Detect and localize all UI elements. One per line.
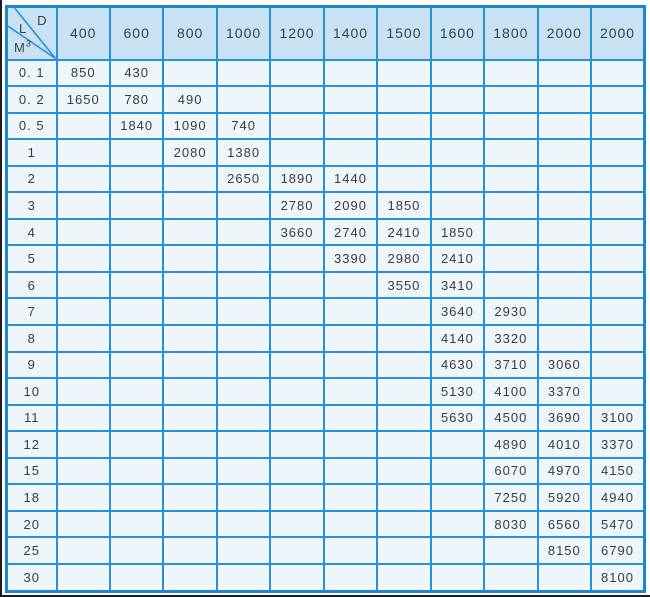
table-cell: 1380 bbox=[217, 139, 270, 166]
table-row bbox=[7, 352, 645, 379]
table-cell bbox=[431, 86, 484, 113]
table-cell bbox=[57, 537, 110, 564]
table-cell: 2410 bbox=[431, 245, 484, 272]
table-cell bbox=[324, 298, 377, 325]
table-cell bbox=[270, 352, 323, 379]
table-row bbox=[7, 60, 645, 87]
table-cell bbox=[377, 431, 430, 458]
row-header: 20 bbox=[7, 511, 57, 538]
row-header: 30 bbox=[7, 564, 57, 592]
table-row bbox=[7, 298, 645, 325]
table-cell: 3690 bbox=[538, 405, 591, 432]
table-cell: 3100 bbox=[591, 405, 644, 432]
table-row bbox=[7, 564, 645, 592]
table-cell: 3390 bbox=[324, 245, 377, 272]
table-cell bbox=[217, 378, 270, 405]
table-cell bbox=[163, 511, 216, 538]
table-cell bbox=[163, 245, 216, 272]
table-cell bbox=[110, 352, 163, 379]
table-cell: 2410 bbox=[377, 219, 430, 246]
table-cell bbox=[591, 192, 644, 219]
table-cell bbox=[163, 325, 216, 352]
table-cell bbox=[377, 458, 430, 485]
table-cell bbox=[377, 298, 430, 325]
table-row bbox=[7, 166, 645, 193]
capacity-table bbox=[5, 5, 646, 593]
table-cell bbox=[217, 219, 270, 246]
table-cell bbox=[270, 484, 323, 511]
table-cell bbox=[217, 537, 270, 564]
table-cell: 4140 bbox=[431, 325, 484, 352]
table-cell bbox=[324, 458, 377, 485]
table-cell bbox=[591, 113, 644, 140]
table-cell: 4630 bbox=[431, 352, 484, 379]
table-cell bbox=[484, 192, 537, 219]
table-cell bbox=[591, 166, 644, 193]
table-cell: 1440 bbox=[324, 166, 377, 193]
table-cell bbox=[270, 60, 323, 87]
table-cell bbox=[57, 458, 110, 485]
table-cell: 2740 bbox=[324, 219, 377, 246]
table-row bbox=[7, 405, 645, 432]
row-header: 0. 1 bbox=[7, 60, 57, 87]
table-cell bbox=[538, 139, 591, 166]
table-cell bbox=[591, 378, 644, 405]
table-cell bbox=[484, 245, 537, 272]
table-row bbox=[7, 378, 645, 405]
table-cell bbox=[217, 405, 270, 432]
table-cell bbox=[377, 113, 430, 140]
table-row bbox=[7, 537, 645, 564]
table-cell bbox=[217, 511, 270, 538]
table-cell bbox=[324, 325, 377, 352]
table-cell bbox=[324, 272, 377, 299]
table-cell: 3370 bbox=[591, 431, 644, 458]
table-cell: 3550 bbox=[377, 272, 430, 299]
table-cell bbox=[217, 60, 270, 87]
table-cell bbox=[431, 537, 484, 564]
table-cell bbox=[484, 537, 537, 564]
table-cell: 3370 bbox=[538, 378, 591, 405]
row-header: 8 bbox=[7, 325, 57, 352]
row-header: 15 bbox=[7, 458, 57, 485]
table-cell bbox=[270, 458, 323, 485]
table-cell bbox=[57, 272, 110, 299]
table-cell bbox=[110, 511, 163, 538]
table-cell bbox=[270, 113, 323, 140]
table-cell: 6790 bbox=[591, 537, 644, 564]
table-cell bbox=[163, 537, 216, 564]
table-cell bbox=[217, 245, 270, 272]
table-cell bbox=[270, 298, 323, 325]
table-cell bbox=[431, 113, 484, 140]
table-cell: 4150 bbox=[591, 458, 644, 485]
table-cell bbox=[484, 113, 537, 140]
table-cell bbox=[163, 378, 216, 405]
table-row bbox=[7, 139, 645, 166]
table-cell bbox=[324, 378, 377, 405]
table-cell bbox=[110, 537, 163, 564]
table-cell bbox=[591, 86, 644, 113]
table-cell bbox=[57, 564, 110, 592]
table-cell bbox=[538, 86, 591, 113]
table-cell bbox=[57, 511, 110, 538]
table-cell bbox=[110, 139, 163, 166]
table-cell: 2080 bbox=[163, 139, 216, 166]
table-cell bbox=[484, 166, 537, 193]
table-cell bbox=[57, 219, 110, 246]
table-cell bbox=[377, 352, 430, 379]
table-cell bbox=[163, 298, 216, 325]
table-cell bbox=[110, 219, 163, 246]
table-cell bbox=[591, 60, 644, 87]
table-cell bbox=[270, 537, 323, 564]
table-row bbox=[7, 86, 645, 113]
table-cell bbox=[377, 378, 430, 405]
table-row bbox=[7, 325, 645, 352]
row-header: 25 bbox=[7, 537, 57, 564]
table-cell: 3410 bbox=[431, 272, 484, 299]
table-cell: 2090 bbox=[324, 192, 377, 219]
table-cell bbox=[484, 86, 537, 113]
row-header: 0. 5 bbox=[7, 113, 57, 140]
corner-label-m3: $M^3$ bbox=[14, 38, 32, 55]
table-cell bbox=[484, 564, 537, 592]
table-cell bbox=[270, 139, 323, 166]
table-cell bbox=[217, 431, 270, 458]
table-cell: 1850 bbox=[431, 219, 484, 246]
table-cell bbox=[538, 166, 591, 193]
table-cell: 6560 bbox=[538, 511, 591, 538]
column-header: 400 bbox=[57, 7, 110, 60]
table-cell bbox=[538, 564, 591, 592]
table-row bbox=[7, 272, 645, 299]
column-header: 1000 bbox=[217, 7, 270, 60]
table-cell bbox=[110, 564, 163, 592]
table-cell bbox=[110, 378, 163, 405]
table-cell bbox=[217, 298, 270, 325]
table-cell bbox=[591, 139, 644, 166]
table-cell: 4890 bbox=[484, 431, 537, 458]
table-cell bbox=[57, 405, 110, 432]
table-cell: 3640 bbox=[431, 298, 484, 325]
table-row bbox=[7, 245, 645, 272]
table-cell: 8100 bbox=[591, 564, 644, 592]
table-cell bbox=[217, 325, 270, 352]
table-cell bbox=[431, 166, 484, 193]
table-cell bbox=[324, 86, 377, 113]
table-cell bbox=[324, 405, 377, 432]
table-row bbox=[7, 219, 645, 246]
corner-cell bbox=[7, 7, 57, 60]
table-cell bbox=[538, 272, 591, 299]
table-cell bbox=[110, 484, 163, 511]
table-cell bbox=[163, 60, 216, 87]
table-cell: 3060 bbox=[538, 352, 591, 379]
table-cell: 3660 bbox=[270, 219, 323, 246]
table-cell bbox=[270, 245, 323, 272]
table-cell: 5630 bbox=[431, 405, 484, 432]
column-header: 600 bbox=[110, 7, 163, 60]
row-header: 5 bbox=[7, 245, 57, 272]
table-cell bbox=[217, 564, 270, 592]
row-header: 4 bbox=[7, 219, 57, 246]
table-cell: 5470 bbox=[591, 511, 644, 538]
table-cell bbox=[270, 86, 323, 113]
table-cell: 850 bbox=[57, 60, 110, 87]
table-row bbox=[7, 484, 645, 511]
table-row bbox=[7, 431, 645, 458]
table-cell bbox=[324, 139, 377, 166]
table-cell bbox=[324, 564, 377, 592]
row-header: 12 bbox=[7, 431, 57, 458]
table-cell: 490 bbox=[163, 86, 216, 113]
table-cell bbox=[377, 139, 430, 166]
table-cell bbox=[57, 139, 110, 166]
row-header: 3 bbox=[7, 192, 57, 219]
table-cell bbox=[163, 458, 216, 485]
table-cell: 1840 bbox=[110, 113, 163, 140]
row-header: 18 bbox=[7, 484, 57, 511]
table-cell bbox=[377, 484, 430, 511]
table-cell bbox=[110, 325, 163, 352]
table-cell bbox=[270, 511, 323, 538]
table-cell: 8030 bbox=[484, 511, 537, 538]
table-cell bbox=[324, 511, 377, 538]
table-row bbox=[7, 192, 645, 219]
table-row bbox=[7, 458, 645, 485]
table-cell bbox=[57, 484, 110, 511]
table-cell bbox=[57, 245, 110, 272]
table-cell bbox=[217, 352, 270, 379]
table-cell bbox=[538, 113, 591, 140]
table-cell bbox=[110, 245, 163, 272]
table-cell bbox=[57, 166, 110, 193]
table-cell bbox=[57, 378, 110, 405]
table-cell bbox=[324, 537, 377, 564]
table-cell bbox=[110, 166, 163, 193]
table-cell bbox=[484, 139, 537, 166]
table-cell bbox=[217, 458, 270, 485]
table-cell: 1090 bbox=[163, 113, 216, 140]
table-cell bbox=[591, 272, 644, 299]
column-header: 1400 bbox=[324, 7, 377, 60]
table-cell bbox=[163, 219, 216, 246]
table-cell bbox=[163, 272, 216, 299]
table-cell bbox=[110, 272, 163, 299]
table-cell: 3710 bbox=[484, 352, 537, 379]
table-cell bbox=[270, 405, 323, 432]
table-cell bbox=[324, 60, 377, 87]
table-cell: 430 bbox=[110, 60, 163, 87]
table-cell bbox=[431, 431, 484, 458]
table-cell bbox=[57, 298, 110, 325]
table-cell bbox=[431, 139, 484, 166]
scan-edge-left bbox=[0, 0, 2, 597]
table-cell bbox=[377, 405, 430, 432]
table-cell bbox=[57, 431, 110, 458]
table-cell: 780 bbox=[110, 86, 163, 113]
table-cell bbox=[538, 60, 591, 87]
table-cell: 4970 bbox=[538, 458, 591, 485]
table-cell bbox=[377, 511, 430, 538]
table-cell bbox=[377, 537, 430, 564]
table-cell bbox=[431, 60, 484, 87]
table-cell: 5920 bbox=[538, 484, 591, 511]
table-cell bbox=[270, 431, 323, 458]
table-cell bbox=[377, 86, 430, 113]
table-cell bbox=[484, 219, 537, 246]
table-cell: 2930 bbox=[484, 298, 537, 325]
table-cell: 740 bbox=[217, 113, 270, 140]
header-row bbox=[7, 7, 645, 60]
table-cell: 7250 bbox=[484, 484, 537, 511]
table-cell bbox=[538, 219, 591, 246]
table-cell bbox=[431, 564, 484, 592]
table-cell: 2980 bbox=[377, 245, 430, 272]
table-cell bbox=[377, 60, 430, 87]
column-header: 1200 bbox=[270, 7, 323, 60]
table-cell bbox=[538, 192, 591, 219]
row-header: 7 bbox=[7, 298, 57, 325]
table-cell bbox=[270, 378, 323, 405]
table-cell bbox=[163, 192, 216, 219]
table-cell: 1890 bbox=[270, 166, 323, 193]
row-header: 11 bbox=[7, 405, 57, 432]
table-cell bbox=[324, 113, 377, 140]
table-cell bbox=[591, 352, 644, 379]
row-header: 1 bbox=[7, 139, 57, 166]
table-cell bbox=[431, 484, 484, 511]
table-cell bbox=[377, 325, 430, 352]
table-cell bbox=[217, 86, 270, 113]
column-header: 1800 bbox=[484, 7, 537, 60]
table-cell bbox=[163, 431, 216, 458]
table-cell bbox=[538, 325, 591, 352]
column-header: 1500 bbox=[377, 7, 430, 60]
table-cell: 4500 bbox=[484, 405, 537, 432]
table-cell bbox=[270, 325, 323, 352]
corner-label-l: L bbox=[19, 21, 28, 36]
table-cell: 6070 bbox=[484, 458, 537, 485]
column-header: 1600 bbox=[431, 7, 484, 60]
table-cell bbox=[110, 458, 163, 485]
table-cell bbox=[57, 352, 110, 379]
table-cell bbox=[57, 192, 110, 219]
row-header: 0. 2 bbox=[7, 86, 57, 113]
row-header: 9 bbox=[7, 352, 57, 379]
table-cell bbox=[431, 511, 484, 538]
table-cell: 3320 bbox=[484, 325, 537, 352]
table-cell bbox=[591, 298, 644, 325]
row-header: 10 bbox=[7, 378, 57, 405]
table-cell bbox=[217, 484, 270, 511]
table-cell bbox=[324, 352, 377, 379]
table-cell: 4010 bbox=[538, 431, 591, 458]
table-cell bbox=[163, 352, 216, 379]
table-cell bbox=[591, 245, 644, 272]
table-cell bbox=[163, 564, 216, 592]
row-header: 2 bbox=[7, 166, 57, 193]
table-cell bbox=[377, 166, 430, 193]
column-header: 800 bbox=[163, 7, 216, 60]
table-cell bbox=[110, 431, 163, 458]
table-cell bbox=[163, 405, 216, 432]
table-cell bbox=[431, 458, 484, 485]
table-cell bbox=[217, 272, 270, 299]
table-cell bbox=[431, 192, 484, 219]
table-cell bbox=[217, 192, 270, 219]
table-cell: 4940 bbox=[591, 484, 644, 511]
table-cell: 8150 bbox=[538, 537, 591, 564]
table-cell: 2650 bbox=[217, 166, 270, 193]
table-cell: 1850 bbox=[377, 192, 430, 219]
table-cell bbox=[324, 431, 377, 458]
table-cell bbox=[591, 325, 644, 352]
table-cell: 4100 bbox=[484, 378, 537, 405]
table-cell bbox=[324, 484, 377, 511]
table-cell bbox=[591, 219, 644, 246]
table-cell bbox=[377, 564, 430, 592]
corner-label-d: D bbox=[37, 13, 48, 28]
table-cell: 2780 bbox=[270, 192, 323, 219]
table-cell bbox=[163, 484, 216, 511]
table-cell bbox=[270, 564, 323, 592]
table-cell bbox=[538, 298, 591, 325]
column-header: 2000 bbox=[591, 7, 644, 60]
table-cell bbox=[270, 272, 323, 299]
table-cell bbox=[57, 113, 110, 140]
column-header: 2000 bbox=[538, 7, 591, 60]
table-row bbox=[7, 511, 645, 538]
table-cell bbox=[538, 245, 591, 272]
table-cell bbox=[110, 298, 163, 325]
table-cell bbox=[484, 60, 537, 87]
table-cell: 5130 bbox=[431, 378, 484, 405]
table-cell bbox=[163, 166, 216, 193]
table-cell bbox=[484, 272, 537, 299]
table-cell bbox=[110, 192, 163, 219]
row-header: 6 bbox=[7, 272, 57, 299]
table-row bbox=[7, 113, 645, 140]
table-cell bbox=[110, 405, 163, 432]
table-cell: 1650 bbox=[57, 86, 110, 113]
table-cell bbox=[57, 325, 110, 352]
